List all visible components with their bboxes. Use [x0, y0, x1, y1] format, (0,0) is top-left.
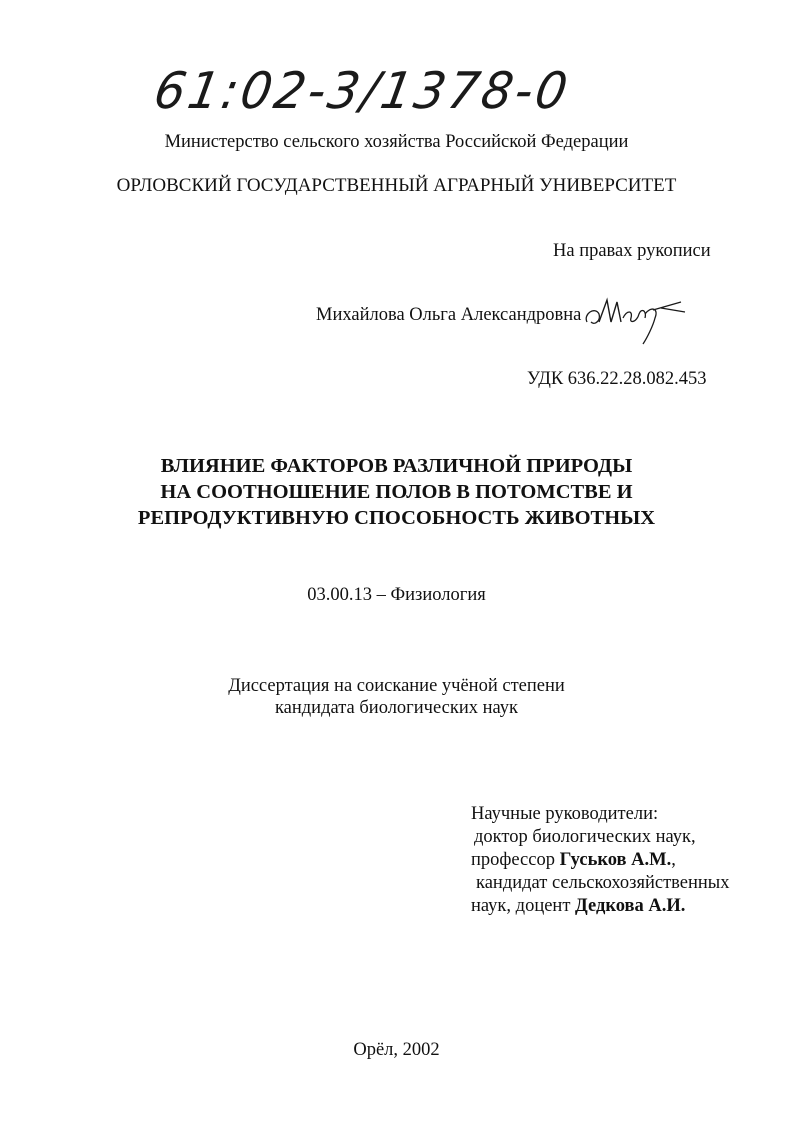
udk-code: УДК 636.22.28.082.453: [527, 369, 707, 389]
ministry-name: Министерство сельского хозяйства Российской Федерации: [164, 132, 629, 152]
signature-icon: [581, 292, 691, 348]
supervisor-degree-2: кандидат сельскохозяйственных: [476, 873, 730, 893]
degree-statement: [0, 675, 793, 719]
title-line: ВЛИЯНИЕ ФАКТОРОВ РАЗЛИЧНОЙ ПРИРОДЫ: [160, 455, 633, 477]
archive-number-handwritten: 61:02-3/1378-0: [149, 61, 575, 121]
title-line: НА СООТНОШЕНИЕ ПОЛОВ В ПОТОМСТВЕ И: [160, 481, 633, 503]
supervisor-name-1: Гуськов А.М.: [559, 850, 672, 870]
place-and-year: Орёл, 2002: [353, 1040, 440, 1060]
manuscript-note: На правах рукописи: [553, 241, 711, 261]
degree-line: Диссертация на соискание учёной степени: [228, 676, 565, 696]
supervisors-heading: Научные руководители:: [471, 804, 659, 824]
university-name: ОРЛОВСКИЙ ГОСУДАРСТВЕННЫЙ АГРАРНЫЙ УНИВЕРСИТЕТ: [116, 175, 677, 196]
dissertation-title: [0, 453, 793, 531]
specialty-code: 03.00.13 – Физиология: [307, 585, 486, 605]
supervisor-name-2: Дедкова А.И.: [575, 896, 686, 916]
supervisor-line-2: наук, доцент Дедкова А.И.: [471, 896, 686, 916]
supervisor-degree-1: доктор биологических наук,: [474, 827, 696, 847]
author-name: Михайлова Ольга Александровна: [316, 305, 582, 325]
supervisor-line-1: профессор Гуськов А.М.,: [471, 850, 676, 870]
title-line: РЕПРОДУКТИВНУЮ СПОСОБНОСТЬ ЖИВОТНЫХ: [137, 507, 656, 529]
degree-line: кандидата биологических наук: [274, 698, 519, 718]
supervisors-block: [471, 803, 729, 918]
